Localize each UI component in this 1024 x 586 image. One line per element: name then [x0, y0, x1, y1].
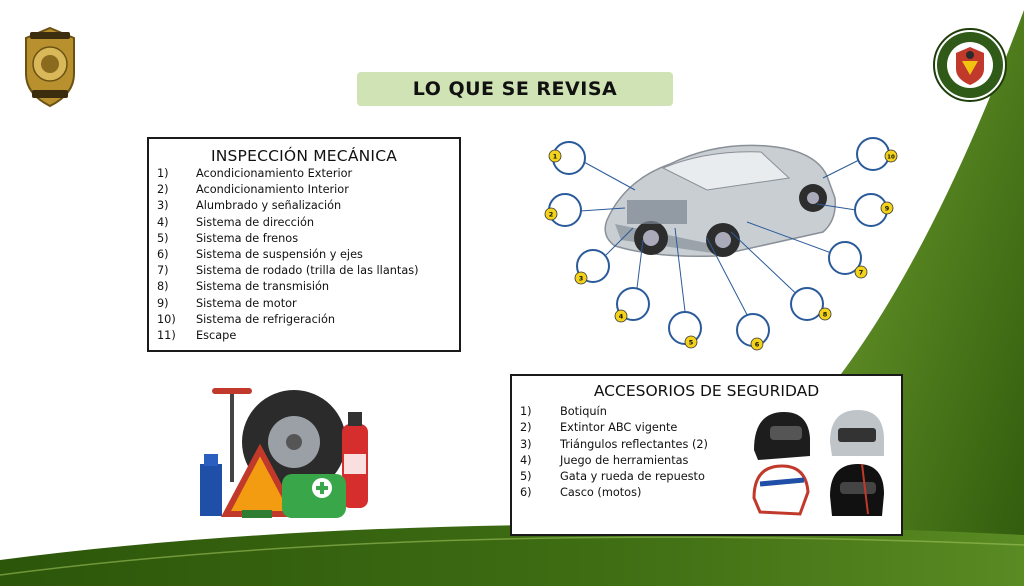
- callout-label: 7: [858, 268, 864, 277]
- item-number: 9): [157, 296, 169, 310]
- item-label: Sistema de frenos: [196, 231, 299, 245]
- item-number: 4): [157, 215, 169, 229]
- list-item: [157, 231, 451, 247]
- callout-label: 1: [552, 152, 558, 161]
- list-item: [157, 182, 451, 198]
- item-label: Sistema de refrigeración: [196, 312, 336, 326]
- item-label: Sistema de motor: [196, 296, 297, 310]
- item-number: 2): [157, 183, 169, 197]
- callout-label: 5: [688, 338, 694, 347]
- mechanical-inspection-title: INSPECCIÓN MECÁNICA: [210, 147, 398, 165]
- callout-label: 10: [887, 154, 895, 161]
- list-item: [157, 215, 451, 231]
- helmet-motocross-colored: [754, 466, 808, 514]
- callout-label: 4: [618, 312, 624, 321]
- list-item: [157, 312, 451, 328]
- callout-label: 8: [822, 310, 828, 319]
- callout-label: 2: [548, 210, 554, 219]
- list-item: [157, 198, 451, 214]
- item-label: Extintor ABC vigente: [560, 421, 678, 435]
- helmet-modular-black: [754, 412, 810, 460]
- item-number: 8): [157, 280, 169, 294]
- item-number: 1): [520, 405, 532, 418]
- item-number: 11): [157, 329, 176, 343]
- mechanical-inspection-panel: [147, 137, 461, 352]
- item-number: 5): [520, 470, 532, 484]
- item-label: Sistema de dirección: [196, 215, 315, 229]
- police-badge-logo: [20, 24, 80, 110]
- list-item: [157, 296, 451, 312]
- callout-label: 9: [884, 204, 890, 213]
- item-number: 7): [157, 264, 169, 278]
- list-item: [157, 279, 451, 295]
- list-item: [157, 247, 451, 263]
- mechanical-inspection-list: [157, 166, 451, 344]
- car-inspection-diagram: [535, 128, 900, 360]
- helmet-full-face-black: [830, 464, 884, 516]
- item-number: 2): [520, 421, 532, 435]
- item-number: 5): [157, 231, 169, 245]
- helmets-illustration: [748, 404, 888, 520]
- item-number: 1): [157, 167, 169, 180]
- callout-label: 3: [578, 274, 584, 283]
- item-label: Triángulos reflectantes (2): [560, 437, 708, 451]
- helmet-open-face-silver: [830, 410, 884, 456]
- slide-title: LO QUE SE REVISA: [357, 72, 673, 106]
- safety-accessories-title: ACCESORIOS DE SEGURIDAD: [593, 382, 820, 400]
- item-number: 3): [157, 199, 169, 213]
- item-label: Acondicionamiento Interior: [196, 183, 349, 197]
- item-label: Escape: [196, 329, 237, 343]
- item-label: Sistema de rodado (trilla de las llantas): [196, 264, 419, 278]
- institution-seal-logo: [932, 25, 1008, 105]
- item-number: 6): [157, 248, 169, 262]
- safety-equipment-illustration: [192, 384, 380, 528]
- callout-label: 6: [754, 340, 760, 349]
- item-number: 4): [520, 453, 532, 467]
- list-item: [157, 328, 451, 344]
- item-label: Acondicionamiento Exterior: [196, 167, 353, 180]
- item-label: Casco (motos): [560, 486, 642, 500]
- list-item: [157, 166, 451, 182]
- item-label: Alumbrado y señalización: [196, 199, 342, 213]
- item-label: Sistema de suspensión y ejes: [196, 248, 363, 262]
- item-label: Gata y rueda de repuesto: [560, 470, 705, 484]
- item-number: 10): [157, 312, 176, 326]
- item-label: Sistema de transmisión: [196, 280, 330, 294]
- item-label: Juego de herramientas: [560, 453, 689, 467]
- list-item: [157, 263, 451, 279]
- item-number: 3): [520, 437, 532, 451]
- car-illustration: [605, 145, 835, 257]
- item-number: 6): [520, 486, 532, 500]
- item-label: Botiquín: [560, 405, 607, 418]
